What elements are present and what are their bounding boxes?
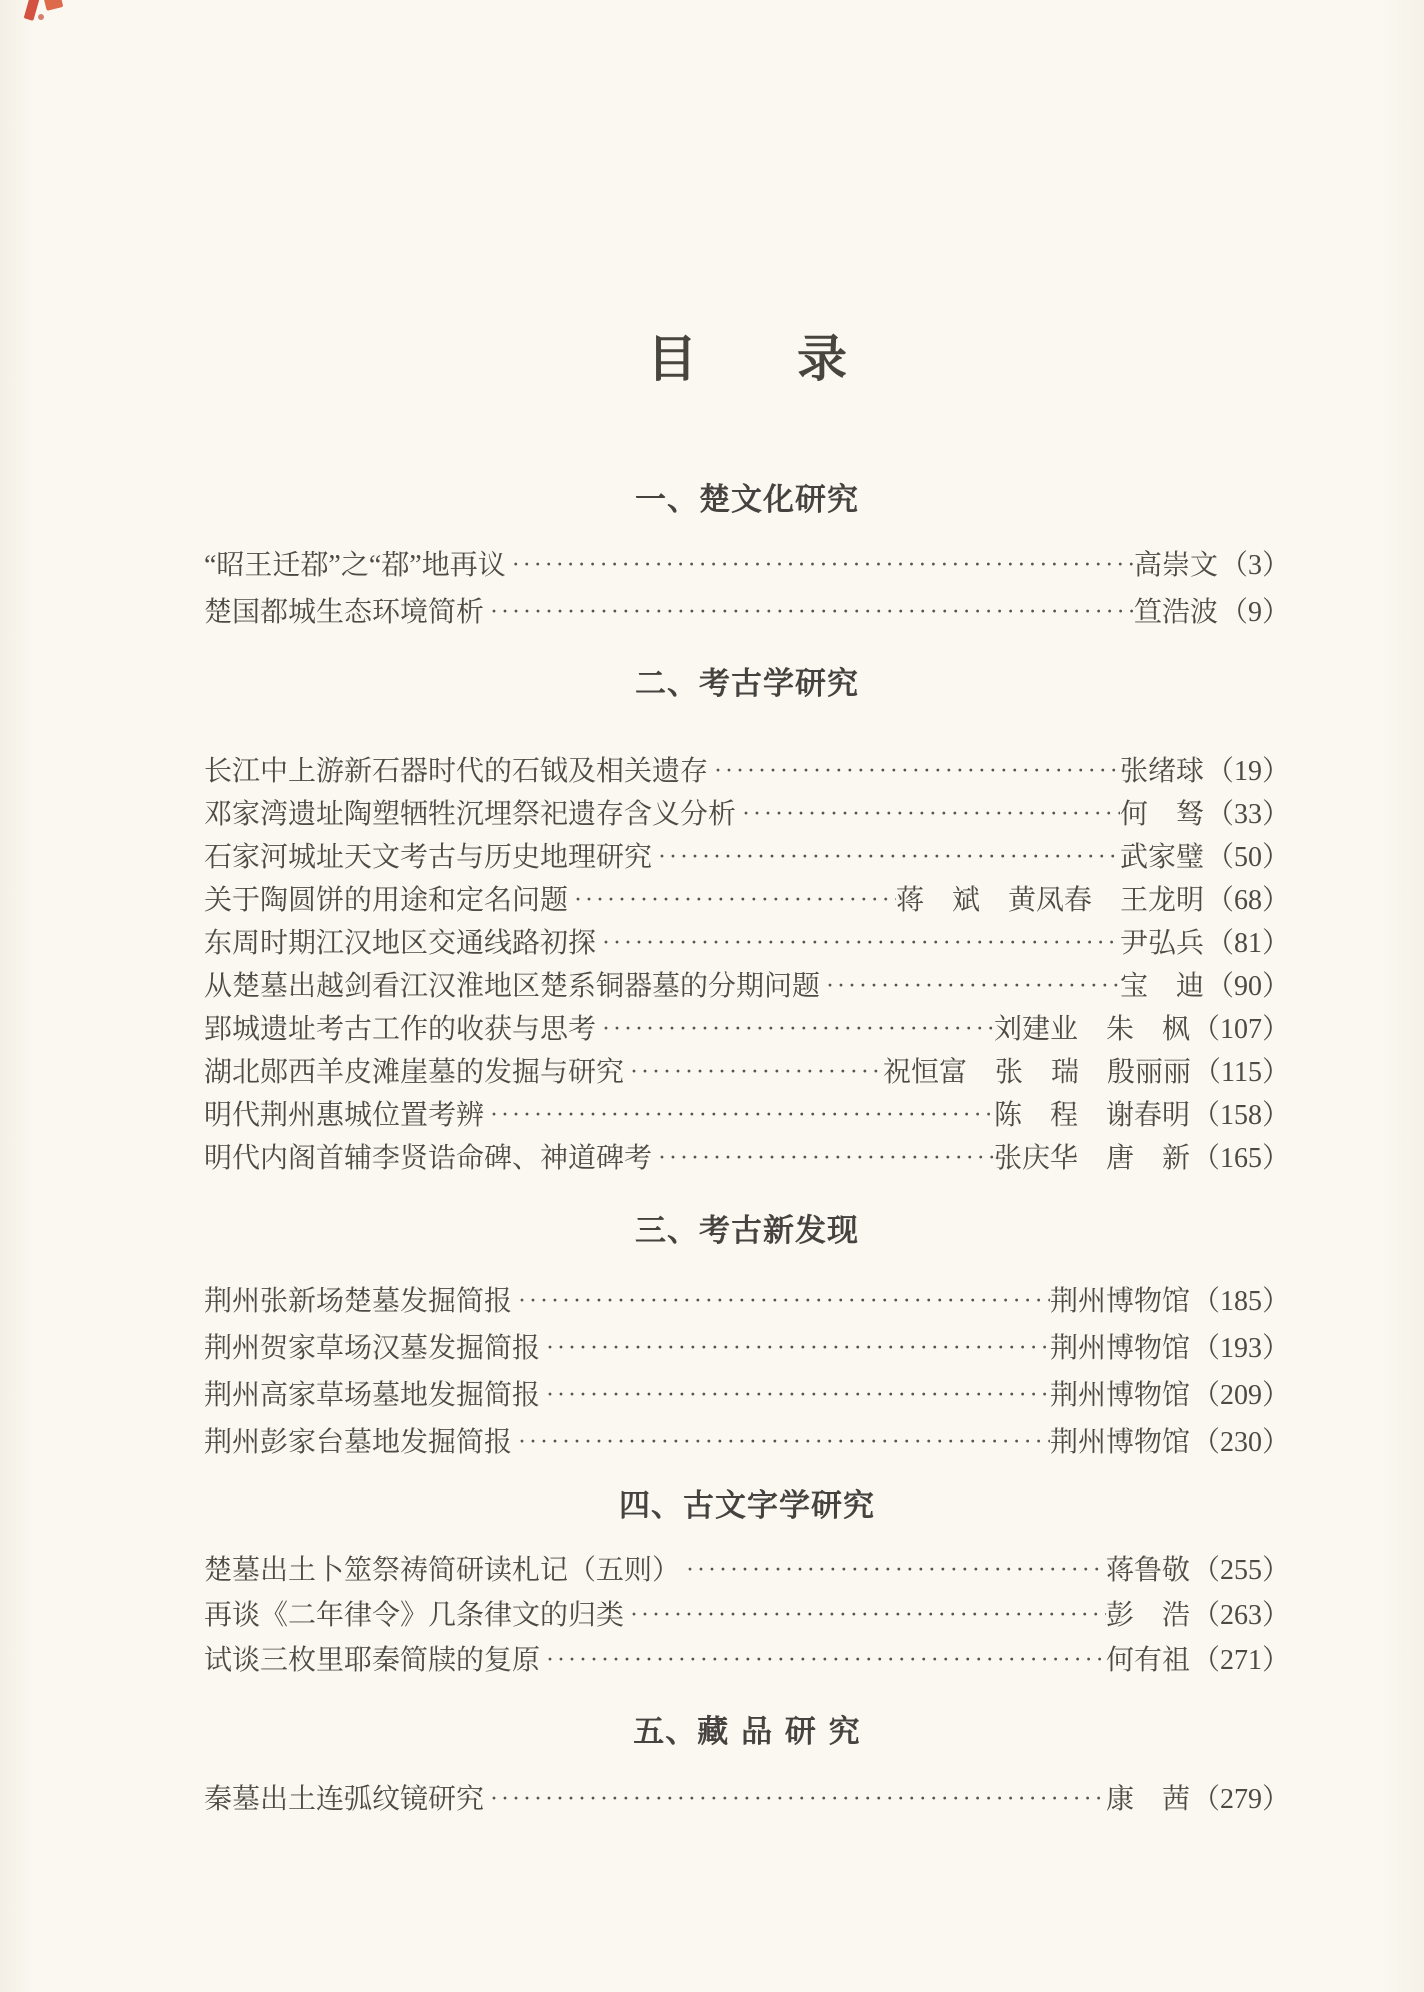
entry-authors: 荆州博物馆 bbox=[1049, 1286, 1190, 1317]
entry-byline bbox=[1050, 1278, 1290, 1325]
entry-page-number: （115） bbox=[1193, 1057, 1290, 1088]
entry-page-number: （19） bbox=[1205, 756, 1290, 787]
toc-section bbox=[204, 482, 1290, 636]
toc-entry bbox=[204, 589, 1290, 636]
entry-authors: 蒋 斌 黄凤春 王龙明 bbox=[895, 885, 1204, 916]
toc-entry bbox=[204, 1325, 1290, 1372]
entry-title: 荆州彭家台墓地发掘简报 bbox=[204, 1427, 513, 1458]
entry-title: 楚墓出土卜筮祭祷简研读札记（五则） bbox=[204, 1555, 681, 1586]
section-heading: 三、考古新发现 bbox=[635, 1213, 859, 1249]
entry-byline bbox=[1050, 1419, 1290, 1466]
entry-authors: 张庆华 唐 新 bbox=[993, 1143, 1190, 1174]
entry-title: 荆州高家草场墓地发掘简报 bbox=[204, 1380, 541, 1411]
entry-title: 石家河城址天文考古与历史地理研究 bbox=[204, 842, 653, 873]
entry-byline bbox=[1120, 836, 1290, 879]
toc-section bbox=[204, 666, 1290, 1180]
dot-leader bbox=[484, 1777, 1106, 1821]
dot-leader bbox=[820, 965, 1120, 1008]
entry-authors: 刘建业 朱 枫 bbox=[993, 1014, 1190, 1045]
page-title: 目 录 bbox=[647, 331, 847, 387]
entry-authors: 祝恒富 张 瑞 殷丽丽 bbox=[883, 1057, 1192, 1088]
section-entries bbox=[204, 1778, 1290, 1822]
entry-page-number: （3） bbox=[1219, 550, 1290, 581]
toc-entry bbox=[204, 1137, 1290, 1180]
toc-section bbox=[204, 1714, 1290, 1822]
entry-authors: 康 茜 bbox=[1105, 1784, 1190, 1815]
toc-entry bbox=[204, 965, 1290, 1008]
entry-title: 郢城遗址考古工作的收获与思考 bbox=[204, 1014, 597, 1045]
section-heading: 二、考古学研究 bbox=[635, 666, 859, 702]
dot-leader bbox=[512, 1278, 1050, 1325]
entry-title: 长江中上游新石器时代的石钺及相关遗存 bbox=[204, 756, 709, 787]
toc-entry bbox=[204, 542, 1290, 589]
entry-page-number: （209） bbox=[1191, 1380, 1290, 1411]
dot-leader bbox=[624, 1051, 883, 1094]
entry-title: 试谈三枚里耶秦简牍的复原 bbox=[204, 1645, 541, 1676]
entry-byline bbox=[1134, 542, 1290, 589]
entry-title: 楚国都城生态环境简析 bbox=[204, 597, 485, 628]
entry-byline bbox=[1106, 1548, 1290, 1593]
entry-byline bbox=[896, 879, 1290, 922]
entry-byline bbox=[994, 1008, 1290, 1051]
toc-entry bbox=[204, 1278, 1290, 1325]
entry-page-number: （271） bbox=[1191, 1645, 1290, 1676]
entry-page-number: （165） bbox=[1191, 1143, 1290, 1174]
entry-authors: 荆州博物馆 bbox=[1049, 1333, 1190, 1364]
entry-byline bbox=[1106, 1593, 1290, 1638]
dot-leader bbox=[596, 1008, 994, 1051]
toc-entry bbox=[204, 1778, 1290, 1822]
dot-leader bbox=[624, 1593, 1106, 1638]
entry-byline bbox=[994, 1137, 1290, 1180]
dot-leader bbox=[652, 1137, 994, 1180]
section-heading: 五、藏 品 研 究 bbox=[633, 1714, 861, 1750]
entry-authors: 蒋鲁敬 bbox=[1105, 1555, 1190, 1586]
dot-leader bbox=[506, 542, 1134, 589]
toc-section bbox=[204, 1213, 1290, 1466]
entry-page-number: （255） bbox=[1191, 1555, 1290, 1586]
toc-entry bbox=[204, 922, 1290, 965]
dot-leader bbox=[596, 922, 1120, 965]
dot-leader bbox=[736, 793, 1120, 836]
toc-entry bbox=[204, 879, 1290, 922]
toc-entry bbox=[204, 836, 1290, 879]
section-heading: 四、古文字学研究 bbox=[619, 1488, 875, 1524]
entry-byline bbox=[1120, 750, 1290, 793]
toc-entry bbox=[204, 1548, 1290, 1593]
toc-entry bbox=[204, 1372, 1290, 1419]
entry-title: 关于陶圆饼的用途和定名问题 bbox=[204, 885, 569, 916]
entry-byline bbox=[1106, 1778, 1290, 1822]
entry-authors: 张绪球 bbox=[1119, 756, 1204, 787]
entry-authors: 何 驽 bbox=[1119, 799, 1204, 830]
entry-page-number: （279） bbox=[1191, 1784, 1290, 1815]
entry-title: 荆州贺家草场汉墓发掘简报 bbox=[204, 1333, 541, 1364]
entry-title: 明代荆州惠城位置考辨 bbox=[204, 1100, 485, 1131]
section-entries bbox=[204, 542, 1290, 636]
entry-page-number: （50） bbox=[1205, 842, 1290, 873]
entry-page-number: （90） bbox=[1205, 971, 1290, 1002]
entry-title: 邓家湾遗址陶塑牺牲沉埋祭祀遗存含义分析 bbox=[204, 799, 737, 830]
toc-entry bbox=[204, 1638, 1290, 1683]
entry-byline bbox=[883, 1051, 1290, 1094]
dot-leader bbox=[652, 836, 1120, 879]
entry-authors: 高崇文 bbox=[1133, 550, 1218, 581]
dot-leader bbox=[540, 1372, 1050, 1419]
entry-byline bbox=[1106, 1638, 1290, 1683]
entry-authors: 荆州博物馆 bbox=[1049, 1380, 1190, 1411]
entry-byline bbox=[1120, 793, 1290, 836]
toc-entry bbox=[204, 1094, 1290, 1137]
dot-leader bbox=[540, 1638, 1106, 1683]
toc-entry bbox=[204, 1051, 1290, 1094]
entry-authors: 武家璧 bbox=[1119, 842, 1204, 873]
dot-leader bbox=[568, 879, 896, 922]
dot-leader bbox=[484, 589, 1134, 636]
entry-authors: 何有祖 bbox=[1105, 1645, 1190, 1676]
entry-title: 明代内阁首辅李贤诰命碑、神道碑考 bbox=[204, 1143, 653, 1174]
entry-authors: 彭 浩 bbox=[1105, 1600, 1190, 1631]
entry-authors: 尹弘兵 bbox=[1119, 928, 1204, 959]
entry-title: 湖北郧西羊皮滩崖墓的发掘与研究 bbox=[204, 1057, 625, 1088]
entry-page-number: （263） bbox=[1191, 1600, 1290, 1631]
entry-title: 从楚墓出越剑看江汉淮地区楚系铜器墓的分期问题 bbox=[204, 971, 821, 1002]
entry-authors: 宝 迪 bbox=[1119, 971, 1204, 1002]
section-entries bbox=[204, 1278, 1290, 1466]
entry-page-number: （185） bbox=[1191, 1286, 1290, 1317]
entry-title: 荆州张新场楚墓发掘简报 bbox=[204, 1286, 513, 1317]
entry-title: 东周时期江汉地区交通线路初探 bbox=[204, 928, 597, 959]
entry-title: “昭王迁鄀”之“鄀”地再议 bbox=[204, 550, 506, 581]
entry-page-number: （33） bbox=[1205, 799, 1290, 830]
dot-leader bbox=[540, 1325, 1050, 1372]
entry-byline bbox=[994, 1094, 1290, 1137]
entry-byline bbox=[1120, 922, 1290, 965]
dot-leader bbox=[484, 1094, 994, 1137]
toc-section bbox=[204, 1488, 1290, 1683]
entry-authors: 笪浩波 bbox=[1133, 597, 1218, 628]
entry-authors: 荆州博物馆 bbox=[1049, 1427, 1190, 1458]
toc-entry bbox=[204, 1419, 1290, 1466]
toc-entry bbox=[204, 1593, 1290, 1638]
entry-title: 秦墓出土连弧纹镜研究 bbox=[204, 1784, 485, 1815]
entry-page-number: （9） bbox=[1219, 597, 1290, 628]
entry-byline bbox=[1134, 589, 1290, 636]
toc-entry bbox=[204, 793, 1290, 836]
entry-page-number: （68） bbox=[1205, 885, 1290, 916]
section-entries bbox=[204, 1548, 1290, 1683]
red-scan-artifact bbox=[38, 14, 44, 20]
entry-page-number: （193） bbox=[1191, 1333, 1290, 1364]
dot-leader bbox=[708, 750, 1120, 793]
entry-page-number: （107） bbox=[1191, 1014, 1290, 1045]
entry-byline bbox=[1050, 1372, 1290, 1419]
entry-byline bbox=[1120, 965, 1290, 1008]
entry-title: 再谈《二年律令》几条律文的归类 bbox=[204, 1600, 625, 1631]
dot-leader bbox=[512, 1419, 1050, 1466]
entry-byline bbox=[1050, 1325, 1290, 1372]
section-heading: 一、楚文化研究 bbox=[635, 482, 859, 518]
entry-page-number: （158） bbox=[1191, 1100, 1290, 1131]
dot-leader bbox=[680, 1548, 1106, 1593]
toc-entry bbox=[204, 750, 1290, 793]
entry-page-number: （230） bbox=[1191, 1427, 1290, 1458]
toc-entry bbox=[204, 1008, 1290, 1051]
section-entries bbox=[204, 750, 1290, 1180]
entry-authors: 陈 程 谢春明 bbox=[993, 1100, 1190, 1131]
entry-page-number: （81） bbox=[1205, 928, 1290, 959]
red-scan-artifact bbox=[44, 0, 64, 11]
